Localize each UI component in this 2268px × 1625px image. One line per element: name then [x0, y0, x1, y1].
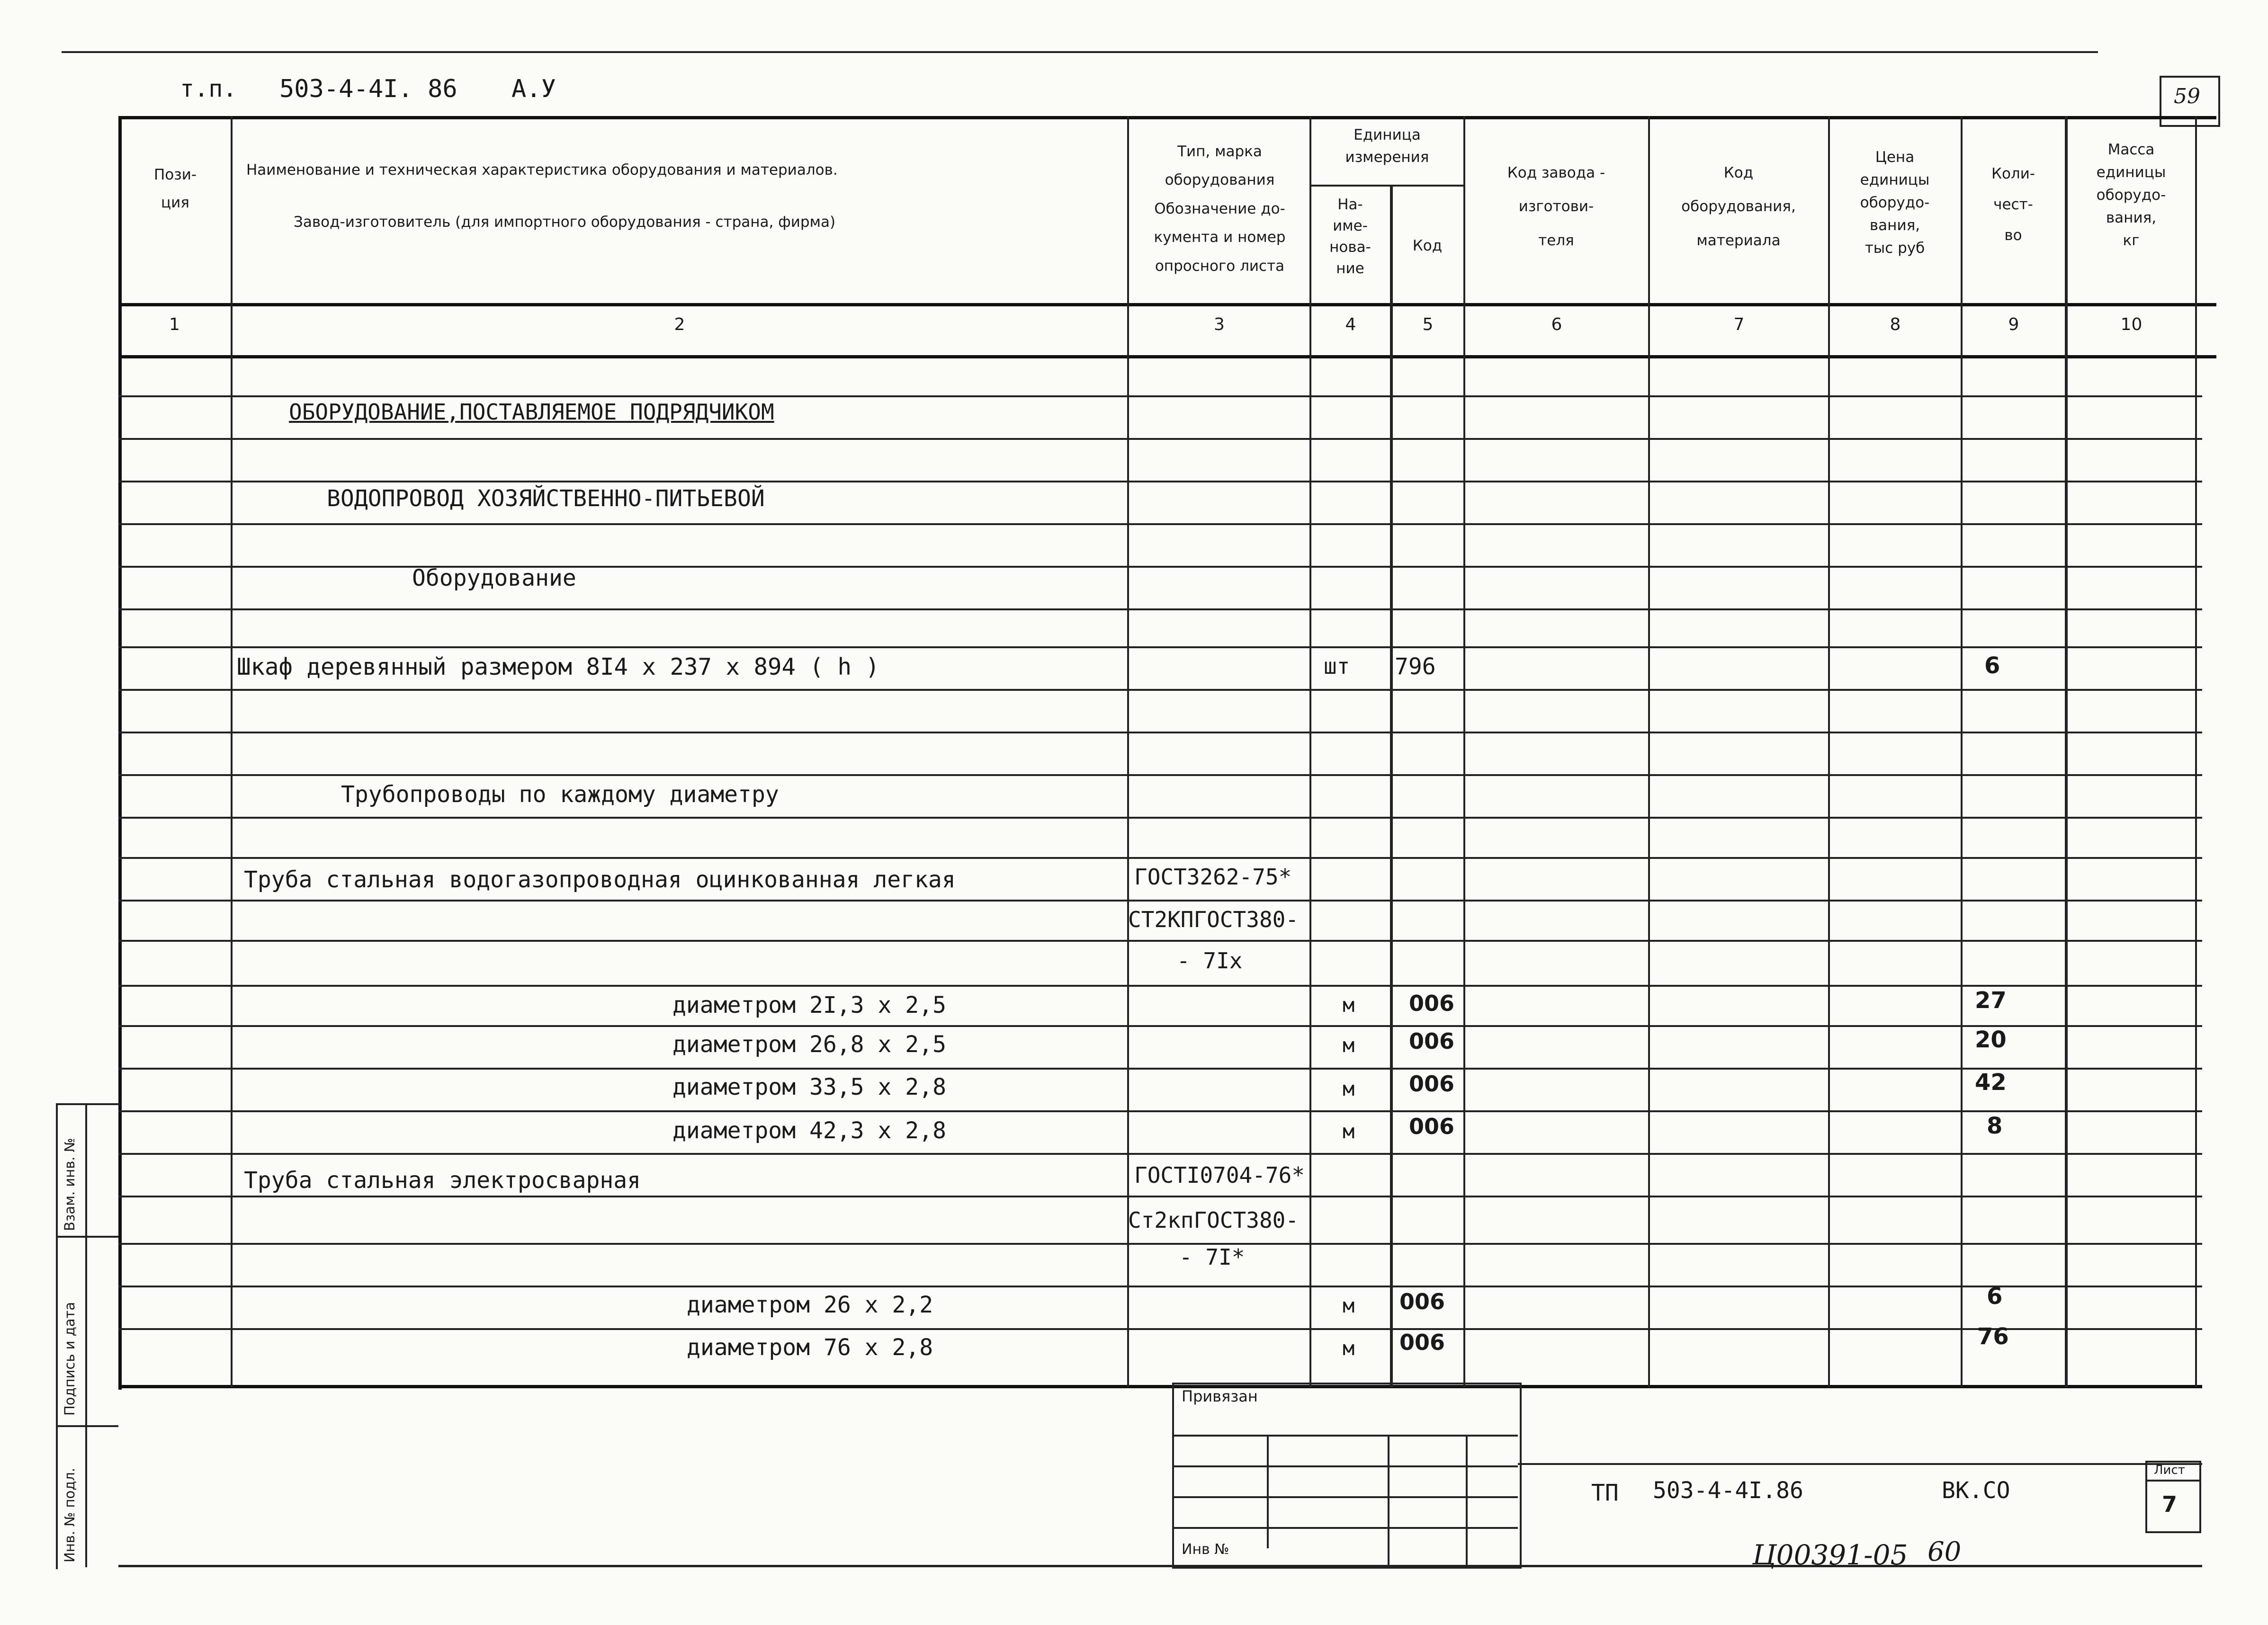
cabinet-code: 796 — [1395, 653, 1436, 680]
pipe1-item-4-unit: м — [1343, 1120, 1355, 1143]
pipe1-item-1-code: 006 — [1409, 991, 1455, 1016]
section-title-pipes: Трубопроводы по каждому диаметру — [341, 781, 779, 808]
pipe1-item-3-unit: м — [1343, 1077, 1355, 1100]
corner-sheet-number: 59 — [2174, 84, 2200, 108]
section-title-equipment: Оборудование — [412, 565, 576, 591]
header-name-line2: Завод-изготовитель (для импортного оборудования - страна, фирма) — [294, 214, 836, 231]
stamp-vline-2 — [1388, 1435, 1389, 1565]
header-mass: Масса единицы оборудо- вания, кг — [2096, 141, 2166, 250]
pipe1-item-4-qty: 8 — [1987, 1113, 2003, 1139]
pipe2-item-2-name: диаметром 76 x 2,8 — [687, 1334, 933, 1361]
section-title-water: ВОДОПРОВОД ХОЗЯЙСТВЕННО-ПИТЬЕВОЙ — [327, 485, 765, 512]
header-factory-code: Код завода - изготови- теля — [1507, 164, 1605, 249]
list-box-divider — [2145, 1480, 2199, 1482]
cabinet-qty: 6 — [1984, 652, 2000, 679]
pipe1-item-2-unit: м — [1343, 1034, 1355, 1057]
colnum-4: 4 — [1345, 315, 1356, 334]
pipe1-item-3-name: диаметром 33,5 x 2,8 — [672, 1074, 946, 1100]
pipe1-item-1-qty: 27 — [1975, 987, 2007, 1014]
colnum-2: 2 — [674, 315, 685, 334]
cabinet-name: Шкаф деревянный размером 8I4 x 237 x 894 ( h ) — [237, 653, 880, 680]
pipe1-item-1-unit: м — [1343, 993, 1355, 1017]
doc-prefix: т.п. — [180, 75, 237, 102]
side-label-podpis: Подпись и дата — [62, 1302, 78, 1416]
header-position: Пози- ция — [153, 166, 197, 211]
pipe1-item-2-qty: 20 — [1975, 1027, 2007, 1053]
side-stamp-divider — [85, 1103, 87, 1567]
pipe1-item-1-name: диаметром 2I,3 x 2,5 — [672, 992, 946, 1018]
pipe2-item-2-qty: 76 — [1977, 1323, 2009, 1350]
pipe1-name: Труба стальная водогазопроводная оцинкованная легкая — [244, 866, 956, 893]
top-border — [62, 51, 2098, 53]
pipe2-doc3: - 7I* — [1179, 1244, 1245, 1270]
colnum-3: 3 — [1214, 315, 1225, 334]
pipe2-item-1-unit: м — [1343, 1294, 1355, 1317]
pipe1-item-2-code: 006 — [1409, 1028, 1455, 1054]
header-price: Цена единицы оборудо- вания, тыс руб — [1860, 149, 1930, 257]
stamp-inv-no: Инв № — [1182, 1541, 1229, 1558]
doc-album: А.У — [511, 75, 556, 103]
col-line-4 — [1390, 185, 1393, 1387]
colnum-bottom — [118, 355, 2216, 358]
colnum-8: 8 — [1890, 315, 1901, 334]
header-bottom — [118, 303, 2216, 306]
pipe2-item-2-unit: м — [1343, 1337, 1355, 1360]
pipe1-doc3: - 7Iх — [1177, 948, 1243, 973]
list-label: Лист — [2154, 1463, 2185, 1477]
pipe2-item-1-name: диаметром 26 x 2,2 — [687, 1292, 933, 1318]
pipe1-item-2-name: диаметром 26,8 x 2,5 — [672, 1031, 946, 1058]
colnum-9: 9 — [2008, 315, 2019, 334]
stamp-vline-1 — [1267, 1435, 1269, 1548]
pipe1-item-4-code: 006 — [1409, 1114, 1455, 1139]
pipe1-item-3-code: 006 — [1409, 1071, 1455, 1097]
header-type: Тип, марка оборудования Обозначение до- кумента и номер опросного листа — [1154, 143, 1286, 275]
cabinet-unit: шт — [1324, 653, 1350, 679]
pipe1-doc2: СТ2КПГОСТ380- — [1128, 907, 1299, 932]
header-unit-code: Код — [1412, 237, 1443, 254]
section-title-contractor: ОБОРУДОВАНИЕ,ПОСТАВЛЯЕМОЕ ПОДРЯДЧИКОМ — [289, 399, 774, 425]
colnum-1: 1 — [169, 315, 180, 334]
header-unit: Единица измерения — [1345, 126, 1429, 166]
header-top — [118, 116, 2216, 119]
pipe1-item-3-qty: 42 — [1975, 1069, 2007, 1096]
colnum-6: 6 — [1551, 315, 1562, 334]
unit-subdivider — [1309, 185, 1463, 187]
side-stamp-sep-2 — [56, 1425, 118, 1427]
pipe2-doc1: ГОСТI0704-76* — [1134, 1162, 1305, 1188]
pipe1-doc1: ГОСТ3262-75* — [1134, 864, 1292, 890]
colnum-5: 5 — [1422, 315, 1434, 334]
pipe2-name: Труба стальная электросварная — [244, 1167, 641, 1194]
pipe2-item-1-code: 006 — [1399, 1289, 1445, 1314]
title-tp-prefix: ТП — [1591, 1480, 1619, 1506]
pipe2-doc2: Ст2кпГОСТ380- — [1128, 1207, 1299, 1233]
bottom-page-number: 60 — [1927, 1536, 1962, 1567]
side-label-vzam: Взам. инв. № — [62, 1138, 78, 1231]
table-bottom — [118, 1385, 2202, 1388]
list-number: 7 — [2162, 1491, 2178, 1517]
title-block-top — [1518, 1463, 2202, 1465]
title-tp-number: 503-4-4I.86 — [1653, 1477, 1803, 1504]
doc-project-number: 503-4-4I. 86 — [279, 75, 457, 103]
side-stamp-sep-1 — [56, 1236, 118, 1238]
pipe1-item-4-name: диаметром 42,3 x 2,8 — [672, 1117, 946, 1144]
colnum-7: 7 — [1733, 315, 1745, 334]
header-unit-name: На- име- нова- ние — [1329, 196, 1371, 277]
header-equipment-code: Код оборудования, материала — [1681, 164, 1796, 249]
pipe2-item-2-code: 006 — [1399, 1330, 1445, 1355]
stamp-privyazan: Привязан — [1182, 1387, 1258, 1405]
header-name-line1: Наименование и техническая характеристика оборудования и материалов. — [246, 161, 838, 179]
stamp-vline-3 — [1466, 1435, 1468, 1565]
title-code: ВК.СО — [1942, 1477, 2010, 1504]
side-label-inv-podl: Инв. № подл. — [62, 1467, 78, 1562]
colnum-10: 10 — [2120, 315, 2142, 334]
pipe2-item-1-qty: 6 — [1987, 1283, 2003, 1310]
header-quantity: Коли- чест- во — [1991, 165, 2035, 244]
bottom-handwritten-note: Ц00391-05 — [1752, 1539, 1908, 1571]
